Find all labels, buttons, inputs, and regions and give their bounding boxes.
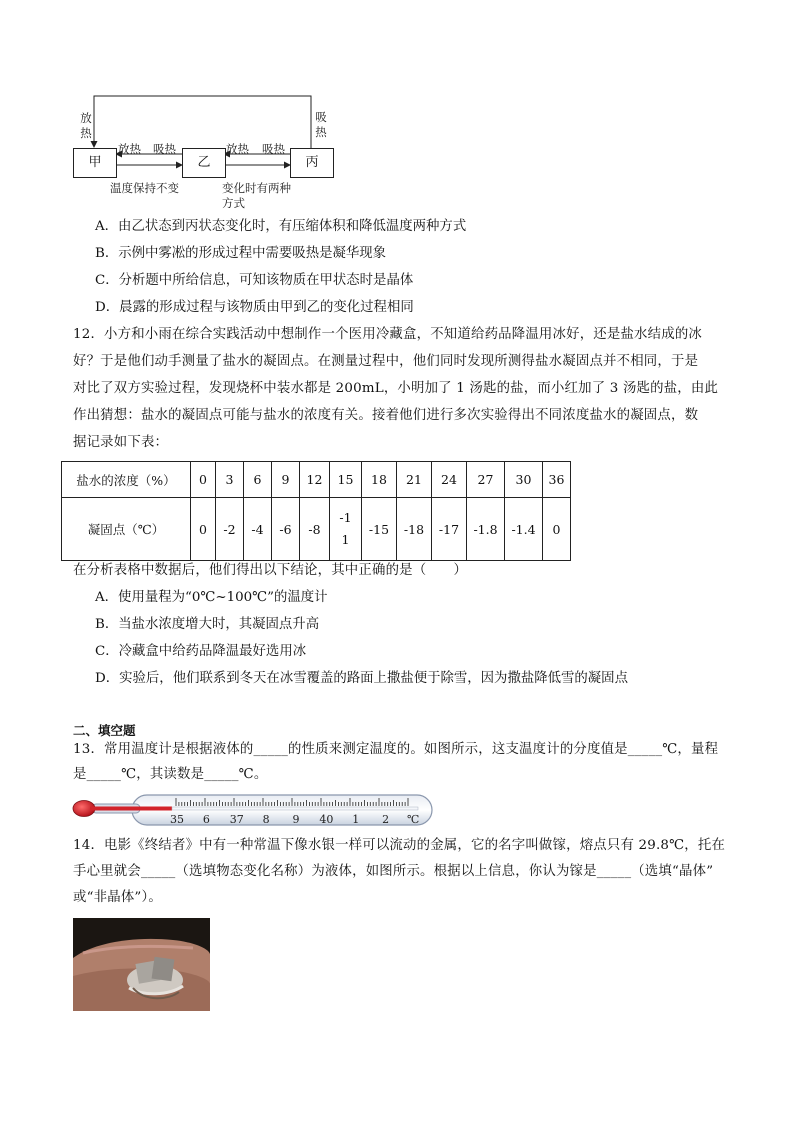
table-cell: 0 — [191, 462, 216, 498]
table-cell: -1 1 — [330, 498, 362, 561]
table-cell: 27 — [467, 462, 505, 498]
salt-water-table — [61, 461, 571, 561]
thermometer-label: 1 — [352, 813, 360, 826]
q13-line1: 13．常用温度计是根据液体的_____的性质来测定温度的。如图所示，这支温度计的分度值是_____℃，量程 — [73, 742, 719, 757]
q13-line2: 是_____℃，其读数是_____℃。 — [73, 767, 268, 782]
hand-image — [73, 918, 210, 1011]
diagram-lines — [0, 0, 794, 200]
q14-line3: 或“非晶体”）。 — [73, 890, 162, 905]
table-cell: -6 — [272, 498, 300, 561]
thermometer-label: 35 — [170, 813, 184, 826]
table-cell: 9 — [272, 462, 300, 498]
table-cell: 0 — [543, 498, 571, 561]
table-cell: -8 — [300, 498, 330, 561]
state-box-bing: 丙 — [290, 148, 334, 178]
table-cell: 6 — [244, 462, 272, 498]
q12-option-b: B．当盐水浓度增大时，其凝固点升高 — [95, 617, 320, 632]
table-cell: -1.4 — [505, 498, 543, 561]
q12-line2: 好？于是他们动手测量了盐水的凝固点。在测量过程中，他们同时发现所测得盐水凝固点并不相同，于是 — [73, 354, 699, 369]
label-arrow2-left: 放热 — [226, 142, 249, 156]
table-cell: 3 — [216, 462, 244, 498]
table-cell: -18 — [397, 498, 432, 561]
label-arrow2-right: 吸热 — [262, 142, 285, 156]
table-row-freezing-point — [62, 498, 571, 561]
table-header-concentration: 盐水的浓度（%） — [62, 462, 191, 498]
q11-option-b: B．示例中雾凇的形成过程中需要吸热是凝华现象 — [95, 246, 387, 261]
note-two-ways-line2: 方式 — [222, 196, 245, 210]
q12-line4: 作出猜想：盐水的凝固点可能与盐水的浓度有关。接着他们进行多次实验得出不同浓度盐水的凝固点，数 — [73, 408, 699, 423]
table-cell: 36 — [543, 462, 571, 498]
table-cell: -15 — [362, 498, 397, 561]
thermometer-figure — [72, 793, 436, 827]
section-heading-fill-in: 二、填空题 — [73, 723, 136, 738]
note-temperature-constant: 温度保持不变 — [110, 181, 179, 195]
q11-option-a: A．由乙状态到丙状态变化时，有压缩体积和降低温度两种方式 — [95, 219, 467, 234]
thermometer-label: 6 — [202, 813, 210, 826]
table-cell: 0 — [191, 498, 216, 561]
table-cell: 30 — [505, 462, 543, 498]
q12-option-d: D．实验后，他们联系到冬天在冰雪覆盖的路面上撒盐便于除雪，因为撒盐降低雪的凝固点 — [95, 671, 628, 686]
q12-line3: 对比了双方实验过程，发现烧杯中装水都是 200mL，小明加了 1 汤匙的盐，而小红加了 3 汤匙的盐，由此 — [73, 381, 719, 396]
thermometer-label: 37 — [229, 813, 244, 826]
q14-line2: 手心里就会_____（选填物态变化名称）为液体，如图所示。根据以上信息，你认为镓是_____（选填“晶体” — [73, 864, 714, 879]
q11-option-c: C．分析题中所给信息，可知该物质在甲状态时是晶体 — [95, 273, 414, 288]
thermometer-label: 2 — [382, 813, 390, 826]
table-cell: 15 — [330, 462, 362, 498]
table-cell: 21 — [397, 462, 432, 498]
label-right-vertical: 吸热 — [315, 110, 327, 139]
thermometer-unit: ℃ — [407, 813, 420, 826]
table-cell: -17 — [432, 498, 467, 561]
q12-line1: 12．小方和小雨在综合实践活动中想制作一个医用冷藏盒，不知道给药品降温用冰好，还是盐水结成的冰 — [73, 327, 703, 342]
table-cell: 24 — [432, 462, 467, 498]
gallium-in-hand-photo — [73, 918, 210, 1011]
q14-line1: 14．电影《终结者》中有一种常温下像水银一样可以流动的金属，它的名字叫做镓，熔点只有 29.8℃，托在 — [73, 838, 726, 853]
q12-question: 在分析表格中数据后，他们得出以下结论，其中正确的是（ ） — [73, 563, 468, 578]
table-header-freezing-point: 凝固点（℃） — [62, 498, 191, 561]
label-arrow1-left: 放热 — [118, 142, 141, 156]
note-two-ways-line1: 变化时有两种 — [222, 181, 291, 195]
thermometer-label: 9 — [292, 813, 300, 826]
q12-line5: 据记录如下表： — [73, 435, 169, 450]
table-cell: -2 — [216, 498, 244, 561]
state-box-yi: 乙 — [182, 148, 226, 178]
thermometer-label: 40 — [319, 813, 334, 826]
label-left-vertical: 放热 — [80, 111, 92, 140]
table-row-concentration — [62, 462, 571, 498]
state-box-jia: 甲 — [73, 148, 117, 178]
thermometer-label: 8 — [262, 813, 270, 826]
table-cell: 18 — [362, 462, 397, 498]
table-cell: 12 — [300, 462, 330, 498]
q11-option-d: D．晨露的形成过程与该物质由甲到乙的变化过程相同 — [95, 300, 414, 315]
table-cell: -4 — [244, 498, 272, 561]
label-arrow1-right: 吸热 — [153, 142, 176, 156]
q12-option-c: C．冷藏盒中给药品降温最好选用冰 — [95, 644, 307, 659]
table-cell: -1.8 — [467, 498, 505, 561]
q12-option-a: A．使用量程为“0℃~100℃”的温度计 — [95, 590, 328, 605]
